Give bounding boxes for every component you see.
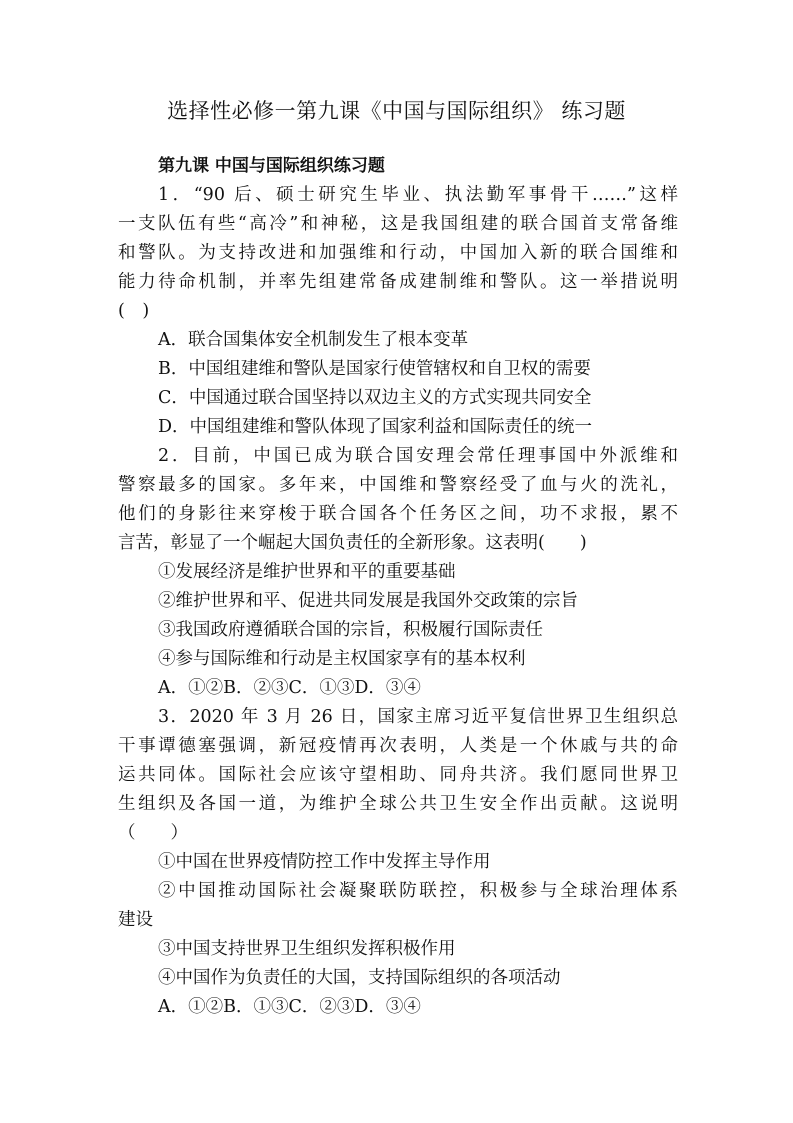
- q2-stem-line: 警察最多的国家。多年来，中国维和警察经受了血与火的洗礼，: [118, 475, 678, 495]
- q1-option-a: A．联合国集体安全机制发生了根本变革: [158, 330, 469, 350]
- q3-statement-2: ②中国推动国际社会凝聚联防联控，积极参与全球治理体系: [158, 881, 678, 901]
- document-body: [118, 152, 678, 1022]
- q3-stem-line: 生组织及各国一道，为维护全球公共卫生安全作出贡献。这说明: [118, 794, 678, 814]
- q2-options: A．①②B．②③C．①③D．③④: [158, 678, 421, 698]
- q1-answer-bracket: ( ): [118, 301, 150, 321]
- q1-stem-line: 能力待命机制，并率先组建常备成建制维和警队。这一举措说明: [118, 272, 678, 292]
- q2-stem-line: 2．目前，中国已成为联合国安理会常任理事国中外派维和: [158, 446, 678, 466]
- q3-statement-1: ①中国在世界疫情防控工作中发挥主导作用: [158, 852, 491, 872]
- q3-options: A．①②B．①③C．②③D．③④: [158, 997, 421, 1017]
- q1-stem-line: 1．“90 后、硕士研究生毕业、执法勤军事骨干……”这样: [158, 185, 678, 205]
- q3-stem-line: 运共同体。国际社会应该守望相助、同舟共济。我们愿同世界卫: [118, 765, 678, 785]
- q1-stem-line: 一支队伍有些“高冷”和神秘，这是我国组建的联合国首支常备维: [118, 214, 678, 234]
- q3-statement-3: ③中国支持世界卫生组织发挥积极作用: [158, 939, 456, 959]
- q1-option-d: D．中国组建维和警队体现了国家利益和国际责任的统一: [158, 417, 593, 437]
- q1-stem-line: 和警队。为支持改进和加强维和行动，中国加入新的联合国维和: [118, 243, 678, 263]
- q3-statement-2-cont: 建设: [118, 910, 153, 930]
- document-title: 选择性必修一第九课《中国与国际组织》 练习题: [167, 99, 626, 123]
- q2-statement-1: ①发展经济是维护世界和平的重要基础: [158, 562, 456, 582]
- q3-statement-4: ④中国作为负责任的大国，支持国际组织的各项活动: [158, 968, 561, 988]
- q3-stem-line: 干事谭德塞强调，新冠疫情再次表明，人类是一个休戚与共的命: [118, 736, 678, 756]
- q3-answer-bracket: （ ）: [118, 823, 188, 843]
- q2-stem-line: 他们的身影往来穿梭于联合国各个任务区之间，功不求报，累不: [118, 504, 678, 524]
- q2-statement-3: ③我国政府遵循联合国的宗旨，积极履行国际责任: [158, 620, 543, 640]
- q2-statement-4: ④参与国际维和行动是主权国家享有的基本权利: [158, 649, 526, 669]
- q1-option-c: C．中国通过联合国坚持以双边主义的方式实现共同安全: [158, 388, 592, 408]
- q2-statement-2: ②维护世界和平、促进共同发展是我国外交政策的宗旨: [158, 591, 578, 611]
- q2-stem-line: 言苦，彰显了一个崛起大国负责任的全新形象。这表明( ): [118, 533, 587, 553]
- q1-option-b: B．中国组建维和警队是国家行使管辖权和自卫权的需要: [158, 359, 591, 379]
- q3-stem-line: 3．2020 年 3 月 26 日，国家主席习近平复信世界卫生组织总: [158, 707, 678, 727]
- section-heading: 第九课 中国与国际组织练习题: [158, 156, 385, 176]
